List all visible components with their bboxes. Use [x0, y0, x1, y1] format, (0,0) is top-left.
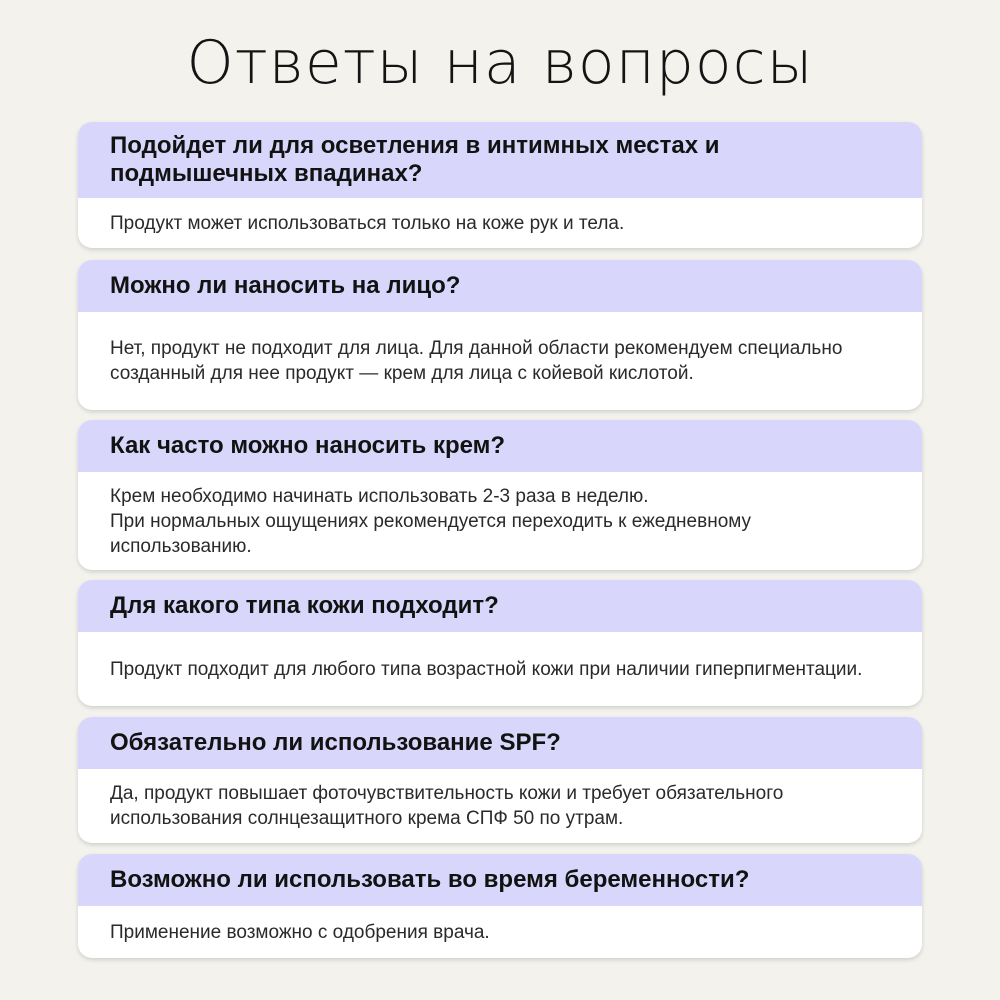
- faq-question: Для какого типа кожи подходит?: [78, 580, 922, 632]
- faq-question: Можно ли наносить на лицо?: [78, 260, 922, 312]
- faq-card-spf: [78, 717, 922, 843]
- faq-card-face: [78, 260, 922, 410]
- faq-question: Возможно ли использовать во время беременности?: [78, 854, 922, 906]
- faq-question: Как часто можно наносить крем?: [78, 420, 922, 472]
- faq-card-skin-type: [78, 580, 922, 706]
- faq-answer: Продукт подходит для любого типа возрастной кожи при наличии гиперпигментации.: [110, 658, 863, 680]
- faq-card-pregnancy: [78, 854, 922, 958]
- faq-card-intimate: [78, 122, 922, 248]
- faq-answer: Крем необходимо начинать использовать 2-3 раза в неделю. При нормальных ощущениях рекомендуется переходить к ежедневному использованию.: [110, 485, 752, 557]
- faq-card-frequency: [78, 420, 922, 570]
- faq-answer: Применение возможно с одобрения врача.: [110, 921, 490, 943]
- faq-answer: Продукт может использоваться только на коже рук и тела.: [110, 212, 625, 234]
- faq-question: Обязательно ли использование SPF?: [78, 717, 922, 769]
- faq-answer: Да, продукт повышает фоточувствительность кожи и требует обязательного использования солнцезащитного крема СПФ 50 по утрам.: [110, 783, 784, 829]
- faq-question: Подойдет ли для осветления в интимных местах и подмышечных впадинах?: [78, 122, 922, 198]
- faq-answer: Нет, продукт не подходит для лица. Для данной области рекомендуем специально созданный для нее продукт — крем для лица с койевой кислотой.: [110, 338, 843, 384]
- page-title: Ответы на вопросы: [186, 28, 814, 98]
